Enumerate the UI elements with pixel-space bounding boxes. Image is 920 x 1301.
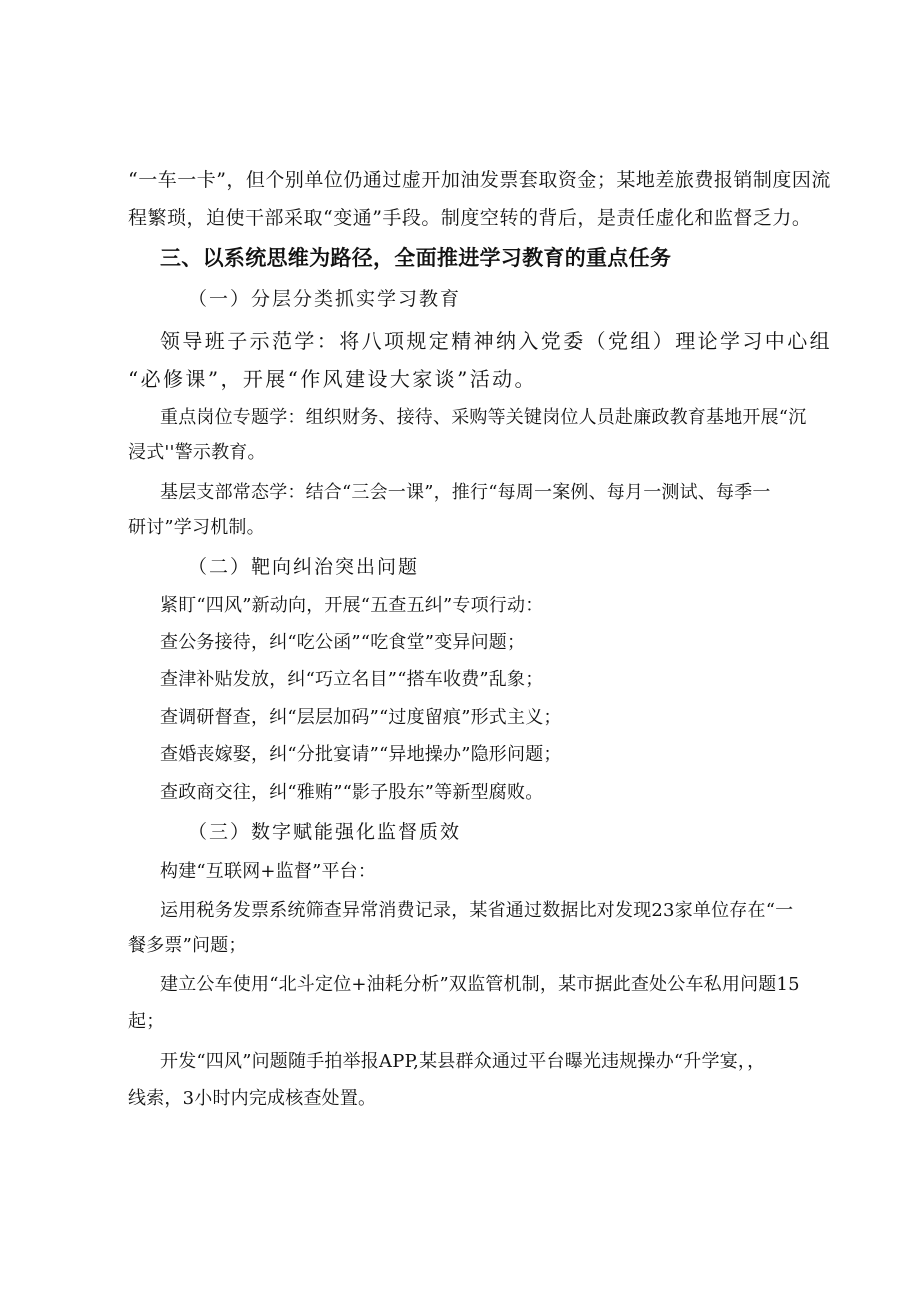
body-text-line: 查公务接待，纠“吃公函”“吃食堂”变异问题； — [160, 632, 526, 653]
body-text-line: 研讨”学习机制。 — [128, 517, 265, 538]
body-text-line: 餐多票”问题； — [128, 935, 247, 956]
body-text-line: 查调研督查，纠“层层加码”“过度留痕”形式主义； — [160, 707, 562, 728]
body-text-line: “必修课”，开展“作风建设大家谈”活动。 — [128, 367, 537, 391]
body-text-line: 查婚丧嫁娶，纠“分批宴请”“异地操办”隐形问题； — [160, 744, 562, 765]
body-text-line: 运用税务发票系统筛查异常消费记录，某省通过数据比对发现23家单位存在“一 — [160, 900, 794, 921]
body-text-line: 程繁琐，迫使干部采取“变通”手段。制度空转的背后，是责任虚化和监督乏力。 — [128, 207, 812, 229]
body-text-line: 开发“四风”问题随手拍举报APP,某县群众通过平台曝光违规操办“升学宴，， — [160, 1051, 766, 1072]
body-text-line: “一车一卡”，但个别单位仍通过虚开加油发票套取资金；某地差旅费报销制度因流 — [128, 169, 831, 191]
body-text-line: 重点岗位专题学：组织财务、接待、采购等关键岗位人员赴廉政教育基地开展“沉 — [160, 407, 807, 428]
body-text-line: 起； — [128, 1011, 165, 1032]
subsection-heading: （一）分层分类抓实学习教育 — [188, 288, 462, 310]
body-text-line: 紧盯“四风”新动向，开展“五查五纠”专项行动： — [160, 595, 544, 616]
body-text-line: 构建“互联网+监督”平台： — [160, 861, 377, 882]
section-heading: 三、以系统思维为路径，全面推进学习教育的重点任务 — [160, 246, 672, 270]
body-text-line: 建立公车使用“北斗定位+油耗分析”双监管机制，某市据此查处公车私用问题15 — [160, 974, 800, 995]
body-text-line: 领导班子示范学：将八项规定精神纳入党委（党组）理论学习中心组 — [160, 329, 832, 353]
body-text-line: 线索，3小时内完成核查处置。 — [128, 1088, 377, 1109]
subsection-heading: （三）数字赋能强化监督质效 — [188, 821, 462, 843]
subsection-heading: （二）靶向纠治突出问题 — [188, 556, 420, 578]
body-text-line: 浸式''警示教育。 — [128, 442, 266, 463]
body-text-line: 查政商交往，纠“雅贿”“影子股东”等新型腐败。 — [160, 782, 544, 803]
body-text-line: 查津补贴发放，纠“巧立名目”“搭车收费”乱象； — [160, 669, 544, 690]
body-text-line: 基层支部常态学：结合“三会一课”，推行“每周一案例、每月一测试、每季一 — [160, 482, 771, 503]
